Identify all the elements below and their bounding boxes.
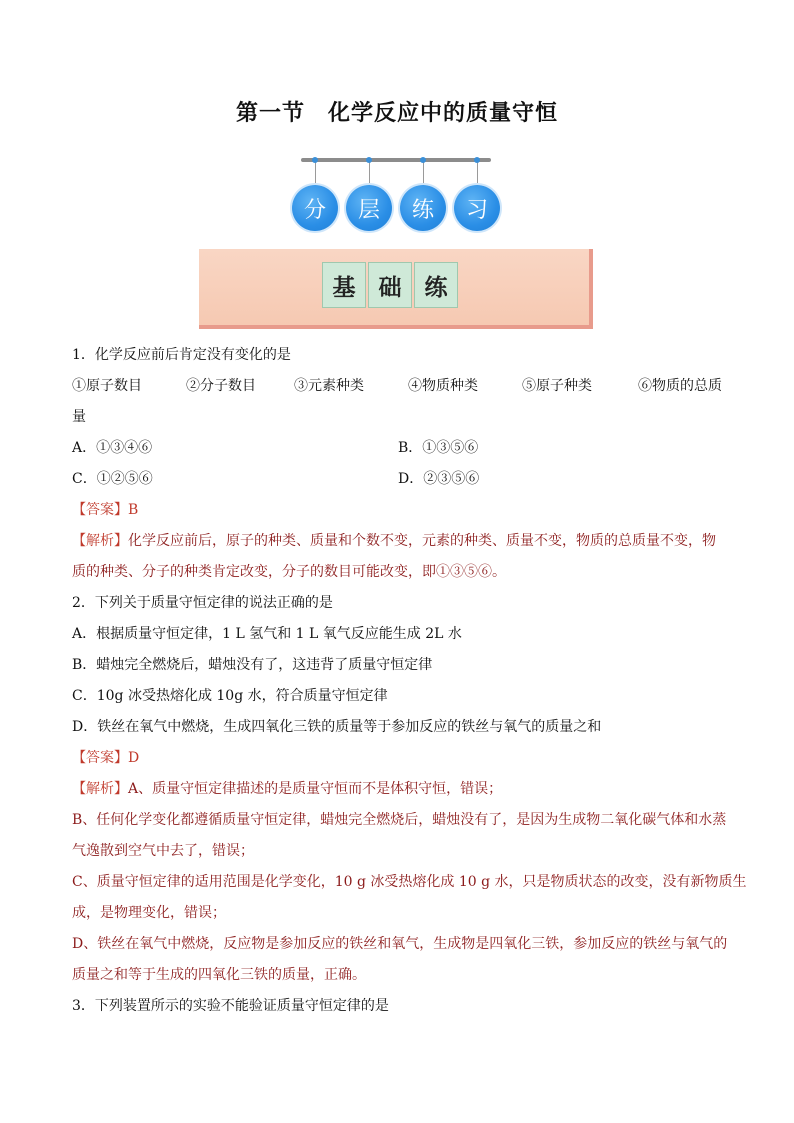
answer-value: D [128, 750, 140, 766]
option-c: C．①②⑤⑥ [72, 471, 153, 487]
badge-char: 习 [454, 185, 500, 231]
badge-hanger-bar [301, 158, 491, 162]
section-char: 练 [414, 262, 458, 308]
explanation-line: 质量之和等于生成的四氧化三铁的质量，正确。 [72, 967, 366, 983]
option-b: B．①③⑤⑥ [398, 440, 479, 456]
exercise-content [72, 340, 747, 1022]
answer [72, 495, 724, 526]
item: ⑥物质的总质 [638, 378, 722, 394]
item: ⑤原子种类 [522, 378, 592, 394]
page-title: 第一节 化学反应中的质量守恒 [235, 101, 558, 126]
option-b: B．蜡烛完全燃烧后，蜡烛没有了，这违背了质量守恒定律 [72, 657, 433, 673]
option-row [72, 464, 724, 495]
item-wrap: 量 [72, 409, 86, 425]
explanation-line: D、铁丝在氧气中燃烧，反应物是参加反应的铁丝和氧气，生成物是四氧化三铁，参加反应的铁丝与氧气的 [72, 936, 728, 952]
explanation-line: 【解析】A、质量守恒定律描述的是质量守恒而不是体积守恒，错误； [72, 781, 503, 797]
question-stem: 3．下列装置所示的实验不能验证质量守恒定律的是 [72, 998, 389, 1014]
item: ②分子数目 [186, 378, 256, 394]
option-c: C．10g 冰受热熔化成 10g 水，符合质量守恒定律 [72, 688, 388, 704]
question-stem: 2．下列关于质量守恒定律的说法正确的是 [72, 595, 333, 611]
option-d: D．铁丝在氧气中燃烧，生成四氧化三铁的质量等于参加反应的铁丝与氧气的质量之和 [72, 719, 602, 735]
explanation-line: C、质量守恒定律的适用范围是化学变化，10 g 冰受热熔化成 10 g 水，只是物质状态的改变，没有新物质生 [72, 874, 747, 890]
option-d: D．②③⑤⑥ [398, 471, 480, 487]
section-char: 础 [368, 262, 412, 308]
badge-pin [366, 157, 372, 163]
badge-char: 分 [292, 185, 338, 231]
question-items [72, 371, 724, 402]
explanation-line: 气逸散到空气中去了，错误； [72, 843, 254, 859]
explanation-line: 成，是物理变化，错误； [72, 905, 226, 921]
section-char: 基 [322, 262, 366, 308]
option-a: A．根据质量守恒定律，1 L 氢气和 1 L 氧气反应能生成 2L 水 [72, 626, 462, 642]
answer-tag: 【答案】 [72, 750, 128, 766]
explanation-tag: 【解析】 [72, 533, 128, 549]
badge-pin [312, 157, 318, 163]
explanation-line: 【解析】化学反应前后，原子的种类、质量和个数不变，元素的种类、质量不变，物质的总质量不变，物 [72, 533, 716, 549]
badge-hook [315, 161, 316, 187]
item: ③元素种类 [294, 378, 364, 394]
explanation-line: 质的种类、分子的种类肯定改变，分子的数目可能改变，即①③⑤⑥。 [72, 564, 506, 580]
badge-pin [474, 157, 480, 163]
answer [72, 743, 724, 774]
item: ④物质种类 [408, 378, 478, 394]
question-stem: 1．化学反应前后肯定没有变化的是 [72, 347, 291, 363]
explanation-line: B、任何化学变化都遵循质量守恒定律，蜡烛完全燃烧后，蜡烛没有了，是因为生成物二氧化碳气体和水蒸 [72, 812, 727, 828]
badge-hook [423, 161, 424, 187]
item: ①原子数目 [72, 378, 142, 394]
answer-tag: 【答案】 [72, 502, 128, 518]
badge-pin [420, 157, 426, 163]
answer-value: B [128, 502, 139, 518]
badge-char: 层 [346, 185, 392, 231]
option-row [72, 433, 724, 464]
badge-hook [369, 161, 370, 187]
section-title [322, 262, 458, 308]
badge-hook [477, 161, 478, 187]
badge-char: 练 [400, 185, 446, 231]
explanation-tag: 【解析】 [72, 781, 128, 797]
option-a: A．①③④⑥ [72, 440, 153, 456]
